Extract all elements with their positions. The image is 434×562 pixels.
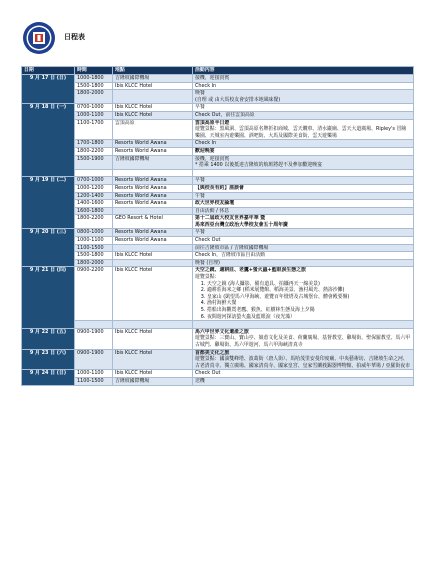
list-item: 5. 搭船出海觀賞老鷹、猴魚、紅樹林生態及海上夕陽 xyxy=(207,307,411,314)
activity-cell xyxy=(193,259,414,267)
table-row xyxy=(22,90,414,104)
activity-line: Check In xyxy=(195,140,217,147)
activity-line: 早餐 xyxy=(195,177,205,184)
place-cell: Resorts World Awana xyxy=(113,237,193,245)
time-cell: 1100-1500 xyxy=(75,244,113,252)
time-cell: 1800-2000 xyxy=(75,259,113,267)
place-cell xyxy=(113,259,193,267)
place-cell: Resorts World Awana xyxy=(113,200,193,208)
date-cell: 9 月 19 日 (二) xyxy=(22,177,75,229)
header-time: 時間 xyxy=(75,67,113,75)
time-cell: 0700-1000 xyxy=(75,177,113,185)
activity-line: Check Out xyxy=(195,370,221,377)
time-cell: 0900-1900 xyxy=(75,349,113,370)
table-row xyxy=(22,349,414,370)
time-cell: 0900-2200 xyxy=(75,267,113,321)
list-item: 3. 皇家山 (凱望馬六甲海峽、遊覽百年燈塔及古城堡台、體會殿要盤) xyxy=(207,294,411,301)
activity-line: 晚餐 xyxy=(195,90,205,97)
place-cell xyxy=(113,321,193,329)
table-row xyxy=(22,370,414,378)
list-item: 6. 夜間遊河探訪螢火蟲及藍眼淚（夜光藻） xyxy=(207,314,411,321)
activity-line: 馬六甲世界文化遺產之旅 xyxy=(195,328,249,335)
time-cell: 1800-2200 xyxy=(75,147,113,155)
activity-line: 接機，迎接貴賓 xyxy=(195,75,230,81)
table-row xyxy=(22,321,414,329)
date-cell: 9 月 24 日 (日) xyxy=(22,370,75,385)
table-row xyxy=(22,328,414,349)
activity-cell xyxy=(193,252,414,260)
activity-line: 遊覽景點：三寶山、寶山亭、娘惹文化及美食、荷蘭廣場、基督教堂、雞場街、聖保羅教堂、馬六甲古城門、雞場街、馬六甲遊河、馬六甲海峽清真寺 xyxy=(195,335,411,348)
place-cell: Ibis KLCC Hotel xyxy=(113,104,193,112)
place-cell: 吉隆坡國際機場 xyxy=(113,75,193,83)
table-row xyxy=(22,244,414,252)
place-cell xyxy=(113,244,193,252)
activity-cell xyxy=(193,215,414,229)
table-row xyxy=(22,111,414,119)
activity-line: Check Out，前往雲頂高原 xyxy=(195,111,255,118)
place-cell: Ibis KLCC Hotel xyxy=(113,82,193,90)
date-cell: 9 月 17 日 (日) xyxy=(22,75,75,104)
table-row xyxy=(22,259,414,267)
table-row xyxy=(22,229,414,237)
activity-line: Check In，吉隆坡市區自由活動 xyxy=(195,252,266,259)
table-row xyxy=(22,200,414,208)
activity-line: 遊覽景點：國油雙峰塔、波葛街（唐人街）、馬哈茂里安曼印度廟、中央藝術坊、吉隆坡生命之河、古老清真寺、獨立廣場、國家清真寺、國家皇宮、皇家雪蘭莪錫器博物館、拍威年華場 / 亞羅街夜市 xyxy=(195,356,411,369)
activity-cell xyxy=(193,349,414,370)
university-seal-icon xyxy=(22,21,56,55)
document-title: 日程表 xyxy=(64,33,85,41)
date-cell: 9 月 21 日 (四) xyxy=(22,267,75,328)
time-cell: 1200-1400 xyxy=(75,192,113,200)
time-cell xyxy=(75,169,113,177)
table-row xyxy=(22,147,414,155)
activity-line: * 搭乘 1400 以後抵達吉隆坡的航班將趕不及參加歡迎晚宴 xyxy=(195,162,323,169)
place-cell: 雲頂高原 xyxy=(113,119,193,140)
activity-cell xyxy=(193,328,414,349)
activity-cell xyxy=(193,119,414,140)
time-cell: 1100-1500 xyxy=(75,377,113,385)
activity-line: Check In xyxy=(195,82,217,89)
table-row xyxy=(22,377,414,385)
time-cell: 0900-1900 xyxy=(75,328,113,349)
time-cell: 0700-1000 xyxy=(75,104,113,112)
header-activity: 活動內容 xyxy=(193,67,414,75)
place-cell: Resorts World Awana xyxy=(113,147,193,155)
time-cell: 1000-1100 xyxy=(75,111,113,119)
place-cell xyxy=(113,169,193,177)
activity-cell xyxy=(193,200,414,208)
activity-cell xyxy=(193,104,414,112)
table-row xyxy=(22,75,414,83)
activity-cell xyxy=(193,321,414,329)
activity-cell xyxy=(193,177,414,185)
time-cell: 1500-1900 xyxy=(75,155,113,169)
activity-line: 馬來西亞台灣立政治大學校友會五十周年慶 xyxy=(195,221,288,228)
time-cell: 1800-2200 xyxy=(75,215,113,229)
table-row xyxy=(22,82,414,90)
table-row xyxy=(22,237,414,245)
activity-line: 早餐 xyxy=(195,104,205,111)
activity-line: 遊覽景點： xyxy=(195,274,220,281)
activity-cell xyxy=(193,111,414,119)
place-cell: Resorts World Awana xyxy=(113,184,193,192)
table-row xyxy=(22,104,414,112)
attraction-list xyxy=(195,281,411,321)
activity-line: 天空之鏡、適耕莊、老鷹+螢火蟲+藍眼淚生態之旅 xyxy=(195,267,306,274)
time-cell: 1500-1800 xyxy=(75,82,113,90)
activity-cell xyxy=(193,377,414,385)
place-cell: Resorts World Awana xyxy=(113,229,193,237)
date-cell: 9 月 22 日 (五) xyxy=(22,328,75,349)
table-row xyxy=(22,215,414,229)
table-row xyxy=(22,207,414,215)
place-cell: GEO Resort & Hotel xyxy=(113,215,193,229)
activity-line: 晚餐 (自理) xyxy=(195,259,220,266)
activity-line: 早餐 xyxy=(195,229,205,236)
list-item: 1. 天空之鏡 (海人攝影、備有道具、拍攝再天一線美景) xyxy=(207,281,411,288)
time-cell: 1500-1800 xyxy=(75,252,113,260)
activity-line: 政大世界校友論壇 xyxy=(195,200,235,207)
activity-line: 午餐 xyxy=(195,192,205,199)
list-item: 2. 適耕莊海米之鄉 (稻米展覽館、稻海美景、漁村風光、熱浴沙攤) xyxy=(207,287,411,294)
activity-line: 自由活動 / 休息 xyxy=(195,207,230,214)
time-cell: 0800-1000 xyxy=(75,229,113,237)
schedule-body xyxy=(22,75,414,386)
place-cell: 吉隆坡國際機場 xyxy=(113,377,193,385)
time-cell: 1000-1100 xyxy=(75,370,113,378)
activity-cell xyxy=(193,207,414,215)
list-item: 4. 漁村海鮮大餐 xyxy=(207,300,411,307)
place-cell: 吉隆坡國際機場 xyxy=(113,155,193,169)
header-place: 地點 xyxy=(113,67,193,75)
table-row xyxy=(22,140,414,148)
activity-cell xyxy=(193,184,414,192)
activity-cell xyxy=(193,244,414,252)
activity-cell xyxy=(193,192,414,200)
time-cell: 1000-1100 xyxy=(75,237,113,245)
place-cell: Ibis KLCC Hotel xyxy=(113,349,193,370)
activity-line xyxy=(195,321,411,328)
activity-line: Check Out xyxy=(195,237,221,244)
place-cell: Ibis KLCC Hotel xyxy=(113,252,193,260)
activity-line: 第十二屆政大校友世界嘉年華 暨 xyxy=(195,215,266,222)
time-cell: 1400-1600 xyxy=(75,200,113,208)
activity-cell xyxy=(193,267,414,321)
place-cell: Ibis KLCC Hotel xyxy=(113,111,193,119)
schedule-table xyxy=(21,66,414,386)
activity-cell xyxy=(193,229,414,237)
time-cell: 1100-1700 xyxy=(75,119,113,140)
header-date: 日期 xyxy=(22,67,75,75)
time-cell: 1000-1200 xyxy=(75,184,113,192)
table-row xyxy=(22,184,414,192)
date-cell: 9 月 20 日 (三) xyxy=(22,229,75,267)
place-cell: Ibis KLCC Hotel xyxy=(113,370,193,378)
place-cell: Resorts World Awana xyxy=(113,192,193,200)
time-cell: 1000-1800 xyxy=(75,75,113,83)
activity-cell xyxy=(193,237,414,245)
place-cell: Ibis KLCC Hotel xyxy=(113,267,193,321)
activity-cell xyxy=(193,75,414,83)
time-cell xyxy=(75,321,113,329)
activity-line: 遊覽景點：黑風洞、雲頂高原名牌折扣商城、雲天纜車、清水巖廟、雲天大道廣場、Ripley's 冒險樂園、天城室內遊樂園、酒吧街、大馬及國際美食街、雲天遊樂場 xyxy=(195,126,407,139)
table-row xyxy=(22,177,414,185)
place-cell: Ibis KLCC Hotel xyxy=(113,328,193,349)
activity-cell xyxy=(193,140,414,148)
table-header-row xyxy=(22,67,414,75)
place-cell: Resorts World Awana xyxy=(113,140,193,148)
activity-line: 接機，迎接貴賓 xyxy=(195,155,230,162)
table-row xyxy=(22,192,414,200)
activity-line: 送機 xyxy=(195,377,205,384)
place-cell xyxy=(113,207,193,215)
time-cell: 1800-2000 xyxy=(75,90,113,104)
date-cell: 9 月 18 日 (一) xyxy=(22,104,75,177)
activity-cell xyxy=(193,169,414,177)
table-row xyxy=(22,169,414,177)
activity-cell xyxy=(193,155,414,169)
place-cell xyxy=(113,90,193,104)
activity-line: 首都美文化之旅 xyxy=(195,349,230,356)
table-row xyxy=(22,155,414,169)
time-cell: 1700-1800 xyxy=(75,140,113,148)
activity-cell xyxy=(193,90,414,104)
activity-cell xyxy=(193,82,414,90)
activity-cell xyxy=(193,147,414,155)
time-cell: 1600-1800 xyxy=(75,207,113,215)
activity-line: 歡迎晚宴 xyxy=(195,147,215,154)
activity-line: (自理 或 由大馬校友會安排本地風味餐) xyxy=(195,96,281,103)
activity-line: 雲頂高原半日遊 xyxy=(195,119,230,126)
activity-line: 【與校長有約】座談會 xyxy=(195,184,244,191)
table-row xyxy=(22,267,414,321)
activity-cell xyxy=(193,370,414,378)
date-cell: 9 月 23 日 (六) xyxy=(22,349,75,370)
place-cell: Resorts World Awana xyxy=(113,177,193,185)
table-row xyxy=(22,252,414,260)
activity-line: 前往吉隆坡市區 / 吉隆坡國際機場 xyxy=(195,244,269,251)
table-row xyxy=(22,119,414,140)
activity-line xyxy=(195,170,411,177)
